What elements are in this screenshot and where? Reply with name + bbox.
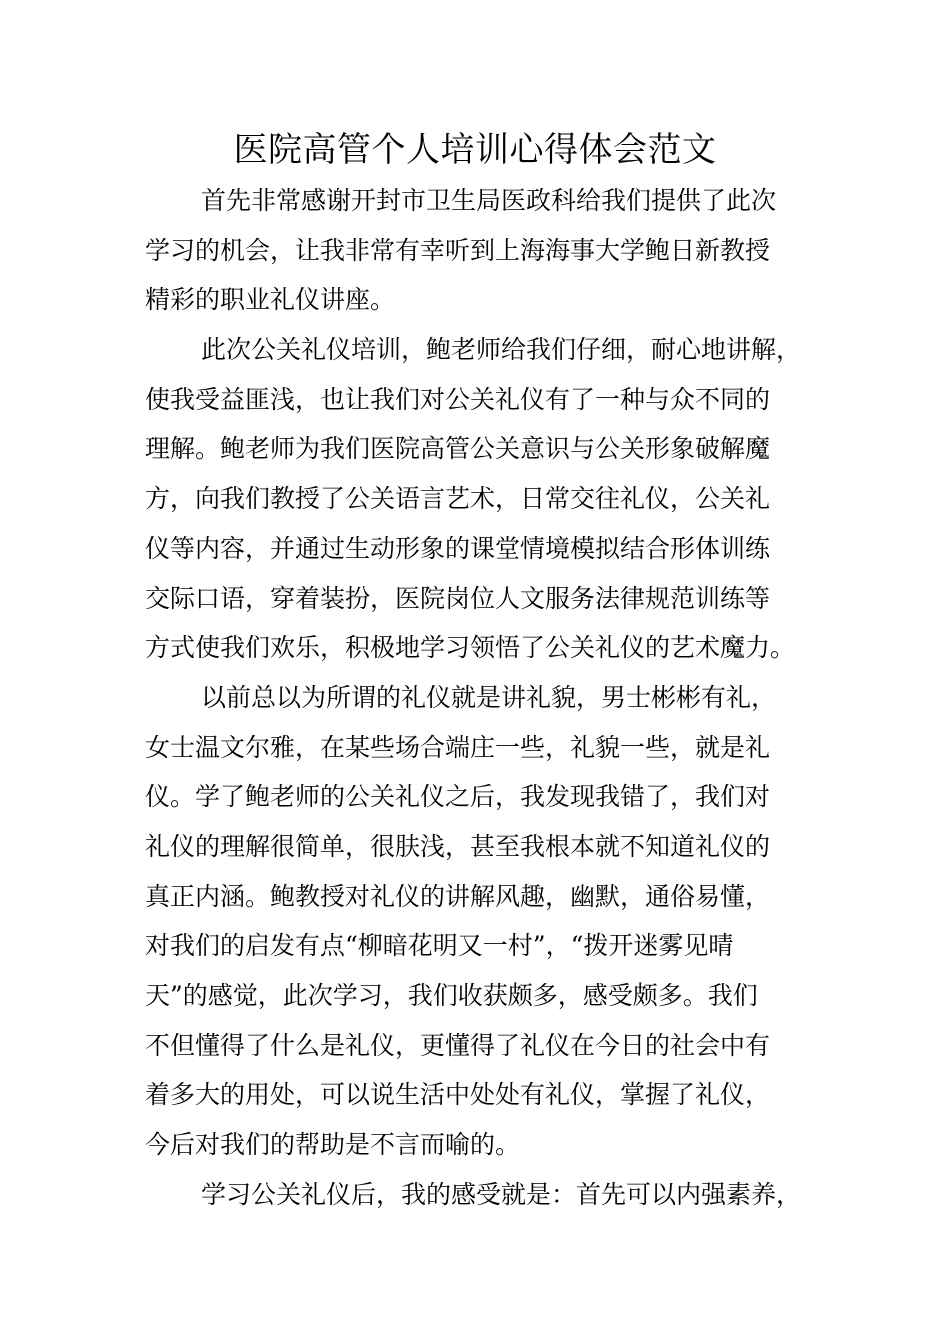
paragraph-2 bbox=[145, 325, 825, 673]
paragraph-line: 着多大的用处，可以说生活中处处有礼仪，掌握了礼仪， bbox=[145, 1080, 771, 1110]
document-body bbox=[145, 176, 825, 1219]
document-title: 医院高管个人培训心得体会范文 bbox=[233, 130, 717, 170]
paragraph-line: 理解。鲍老师为我们医院高管公关意识与公关形象破解魔 bbox=[145, 434, 771, 464]
paragraph-line: 交际口语，穿着装扮，医院岗位人文服务法律规范训练等 bbox=[145, 583, 771, 613]
paragraph-line: 礼仪的理解很简单，很肤浅，甚至我根本就不知道礼仪的 bbox=[145, 831, 771, 861]
paragraph-line: 以前总以为所谓的礼仪就是讲礼貌，男士彬彬有礼， bbox=[201, 682, 777, 712]
paragraph-line: 使我受益匪浅，也让我们对公关礼仪有了一种与众不同的 bbox=[145, 384, 771, 414]
paragraph-line: 仪。学了鲍老师的公关礼仪之后，我发现我错了，我们对 bbox=[145, 782, 771, 812]
paragraph-line: 女士温文尔雅，在某些场合端庄一些，礼貌一些，就是礼 bbox=[145, 732, 771, 762]
paragraph-line: 学习的机会，让我非常有幸听到上海海事大学鲍日新教授 bbox=[145, 235, 771, 265]
paragraph-line: 仪等内容，并通过生动形象的课堂情境模拟结合形体训练 bbox=[145, 533, 771, 563]
paragraph-line: 方式使我们欢乐，积极地学习领悟了公关礼仪的艺术魔力。 bbox=[145, 633, 796, 663]
paragraph-line: 此次公关礼仪培训，鲍老师给我们仔细，耐心地讲解， bbox=[201, 335, 802, 365]
paragraph-line: 精彩的职业礼仪讲座。 bbox=[145, 285, 396, 315]
paragraph-line: 天”的感觉，此次学习，我们收获颇多，感受颇多。我们 bbox=[145, 981, 758, 1010]
paragraph-line: 方，向我们教授了公关语言艺术，日常交往礼仪，公关礼 bbox=[145, 484, 771, 514]
paragraph-line: 对我们的启发有点“柳暗花明又一村”，“拨开迷雾见晴 bbox=[145, 931, 734, 961]
paragraph-4 bbox=[145, 1170, 825, 1220]
paragraph-line: 今后对我们的帮助是不言而喻的。 bbox=[145, 1130, 521, 1160]
paragraph-1 bbox=[145, 176, 825, 325]
paragraph-line: 不但懂得了什么是礼仪，更懂得了礼仪在今日的社会中有 bbox=[145, 1030, 771, 1060]
paragraph-line: 真正内涵。鲍教授对礼仪的讲解风趣，幽默，通俗易懂， bbox=[145, 881, 771, 911]
paragraph-3 bbox=[145, 673, 825, 1170]
paragraph-line: 首先非常感谢开封市卫生局医政科给我们提供了此次 bbox=[201, 186, 777, 215]
paragraph-line: 学习公关礼仪后，我的感受就是：首先可以内强素养， bbox=[201, 1179, 802, 1209]
